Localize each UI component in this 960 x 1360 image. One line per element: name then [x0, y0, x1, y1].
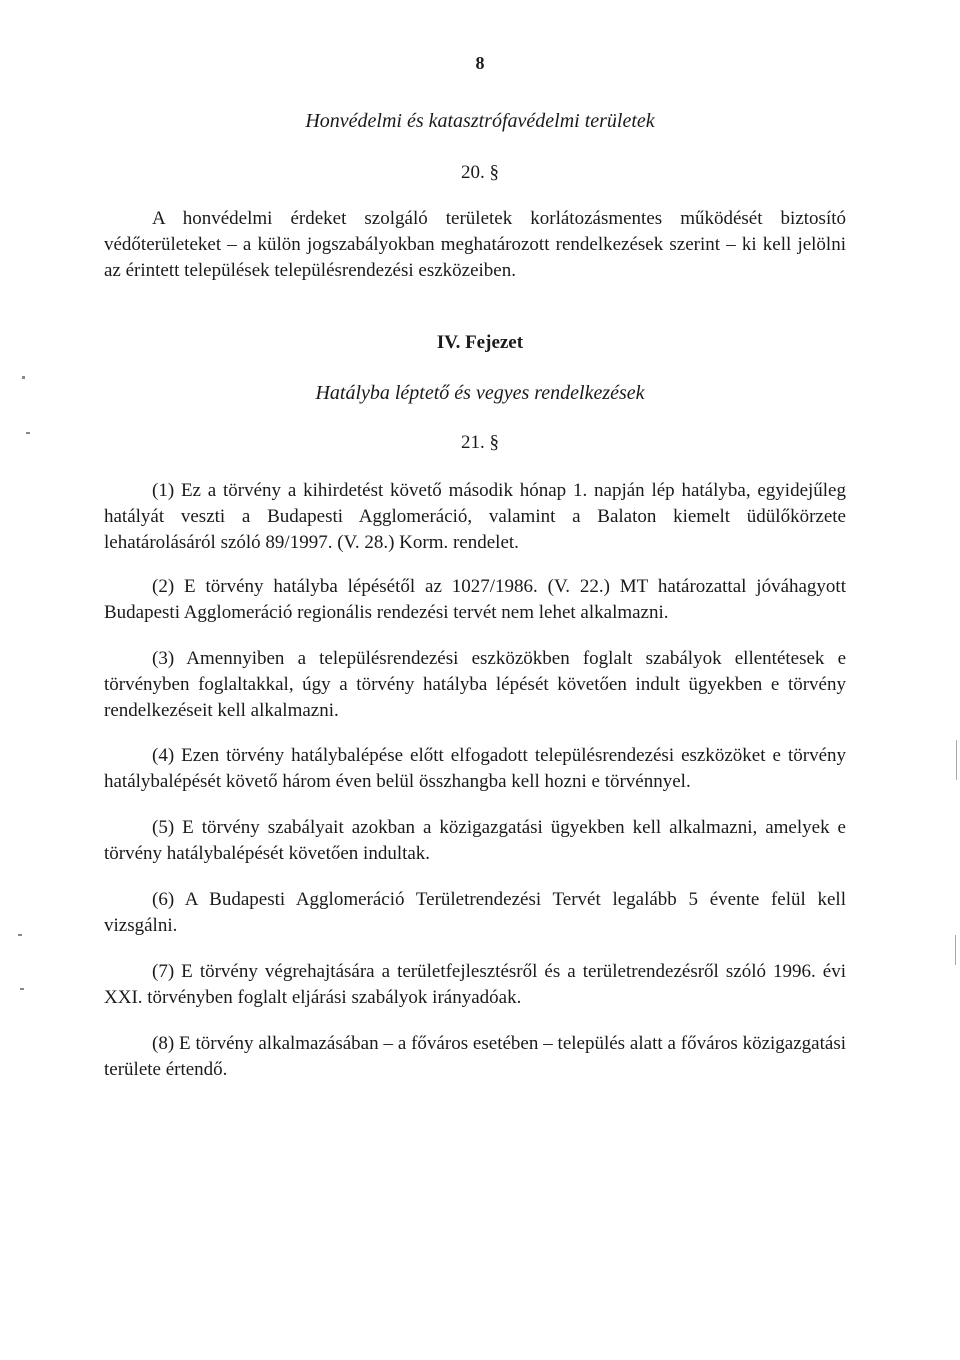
- chapter-title: IV. Fejezet: [436, 332, 524, 353]
- page-number: 8: [475, 53, 485, 73]
- scan-edge-line: [955, 935, 956, 965]
- section-title: Honvédelmi és katasztrófavédelmi területek: [305, 110, 655, 132]
- subsection-2: (2) E törvény hatályba lépésétől az 1027/1986. (V. 22.) MT határozattal jóváhagyott Budapesti Agglomeráció regionális rendezési tervét nem lehet alkalmazni.: [104, 576, 846, 623]
- scan-edge-line: [956, 740, 957, 780]
- subsection-3: (3) Amennyiben a településrendezési eszközökben foglalt szabályok ellentétesek e törvényben foglaltakkal, úgy a törvény hatályba lépését követően indult ügyekben e törvény rendelkezéseit kell alkalmazni.: [104, 648, 846, 721]
- scan-speck: [22, 376, 25, 379]
- subsection-8: (8) E törvény alkalmazásában – a főváros esetében – település alatt a főváros közigazgatási területe értendő.: [104, 1033, 846, 1080]
- chapter-subtitle: Hatályba léptető és vegyes rendelkezések: [315, 382, 645, 404]
- subsection-6: (6) A Budapesti Agglomeráció Területrendezési Tervét legalább 5 évente felül kell vizsgálni.: [104, 889, 846, 936]
- paragraph-20-text: A honvédelmi érdeket szolgáló területek korlátozásmentes működését biztosító védőterületeket – a külön jogszabályokban meghatározott rendelkezések szerint – ki kell jelölni az érintett települések településrendezési eszközeiben.: [104, 208, 846, 281]
- subsection-1: (1) Ez a törvény a kihirdetést követő második hónap 1. napján lép hatályba, egyidejűleg hatályát veszti a Budapesti Agglomeráció, valamint a Balaton kiemelt üdülőkörzete lehatárolásáról szóló 89/1997. (V. 28.) Korm. rendelet.: [104, 480, 846, 553]
- subsection-5: (5) E törvény szabályait azokban a közigazgatási ügyekben kell alkalmazni, amelyek e törvény hatálybalépését követően indultak.: [104, 817, 846, 864]
- scan-speck: [20, 988, 24, 990]
- subsection-7: (7) E törvény végrehajtására a területfejlesztésről és a területrendezésről szóló 1996. évi XXI. törvényben foglalt eljárási szabályok irányadóak.: [104, 961, 846, 1008]
- subsection-4: (4) Ezen törvény hatálybalépése előtt elfogadott településrendezési eszközöket e törvény hatálybalépését követő három éven belül összhangba kell hozni e törvénnyel.: [104, 745, 846, 792]
- paragraph-20-number: 20. §: [461, 162, 499, 183]
- paragraph-21-number: 21. §: [461, 432, 499, 453]
- scan-speck: [26, 432, 30, 434]
- scan-speck: [18, 934, 22, 936]
